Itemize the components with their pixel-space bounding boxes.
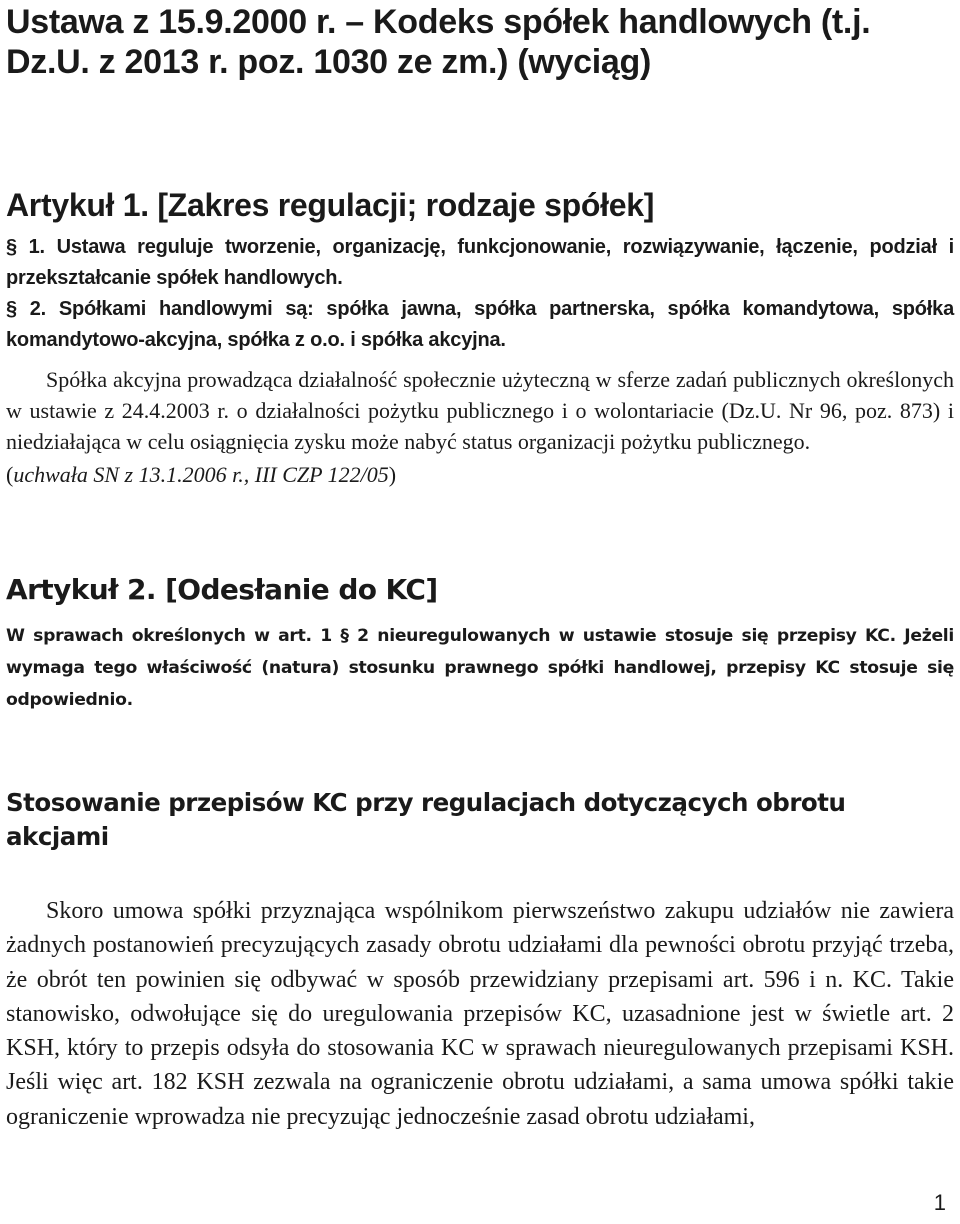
citation-open-paren: ( <box>6 462 14 487</box>
citation-text: uchwała SN z 13.1.2006 r., III CZP 122/05 <box>13 462 389 487</box>
article-1-commentary: Spółka akcyjna prowadząca działalność społecznie użyteczną w sferze zadań publicznych określonych w ustawie z 24.4.2003 r. o działalności pożytku publicznego i o wolontariacie (Dz.U. Nr 96, poz. 873) i niedziałająca w celu osiągnięcia zysku może nabyć status organizacji pożytku publicznego. <box>6 367 954 454</box>
document-page <box>6 0 954 1134</box>
citation-close-paren: ) <box>388 462 397 487</box>
article-1-citation <box>6 459 954 490</box>
article-2-heading: Artykuł 2. [Odesłanie do KC] <box>6 573 438 606</box>
section-text: Skoro umowa spółki przyznająca wspólnikom pierwszeństwo zakupu udziałów nie zawiera żadnych postanowień precyzujących zasady obrotu udziałami dla pewności obrotu przyjąć trzeba, że obrót ten powinien się odbywać w sposób przewidziany przepisami art. 596 i n. KC. Takie stanowisko, odwołujące się do uregulowania przepisów KC, uzasadnione jest w świetle art. 2 KSH, który to przepis odsyła do stosowania KC w sprawach nieuregulowanych przepisami KSH. Jeśli więc art. 182 KSH zezwala na ograniczenie obrotu udziałami, a sama umowa spółki takie ograniczenie wprowadza nie precyzując jednocześnie zasad obrotu udziałami, <box>6 898 954 1130</box>
article-1-heading: Artykuł 1. [Zakres regulacji; rodzaje spółek] <box>6 187 655 223</box>
article-2-text: W sprawach określonych w art. 1 § 2 nieuregulowanych w ustawie stosuje się przepisy KC. Jeżeli wymaga tego właściwość (natura) stosunku prawnego spółki handlowej, przepisy KC stosuje się odpowiednio. <box>6 626 954 710</box>
article-1-paragraph-2: § 2. Spółkami handlowymi są: spółka jawna, spółka partnerska, spółka komandytowa, spółka komandytowo-akcyjna, spółka z o.o. i spółka akcyjna. <box>6 298 954 351</box>
section-heading: Stosowanie przepisów KC przy regulacjach dotyczących obrotu akcjami <box>6 788 846 851</box>
article-1-paragraph-1: § 1. Ustawa reguluje tworzenie, organizację, funkcjonowanie, rozwiązywanie, łączenie, podział i przekształcanie spółek handlowych. <box>6 236 954 289</box>
document-title: Ustawa z 15.9.2000 r. – Kodeks spółek handlowych (t.j. Dz.U. z 2013 r. poz. 1030 ze zm.) (wyciąg) <box>6 3 871 81</box>
page-number: 1 <box>933 1190 946 1215</box>
